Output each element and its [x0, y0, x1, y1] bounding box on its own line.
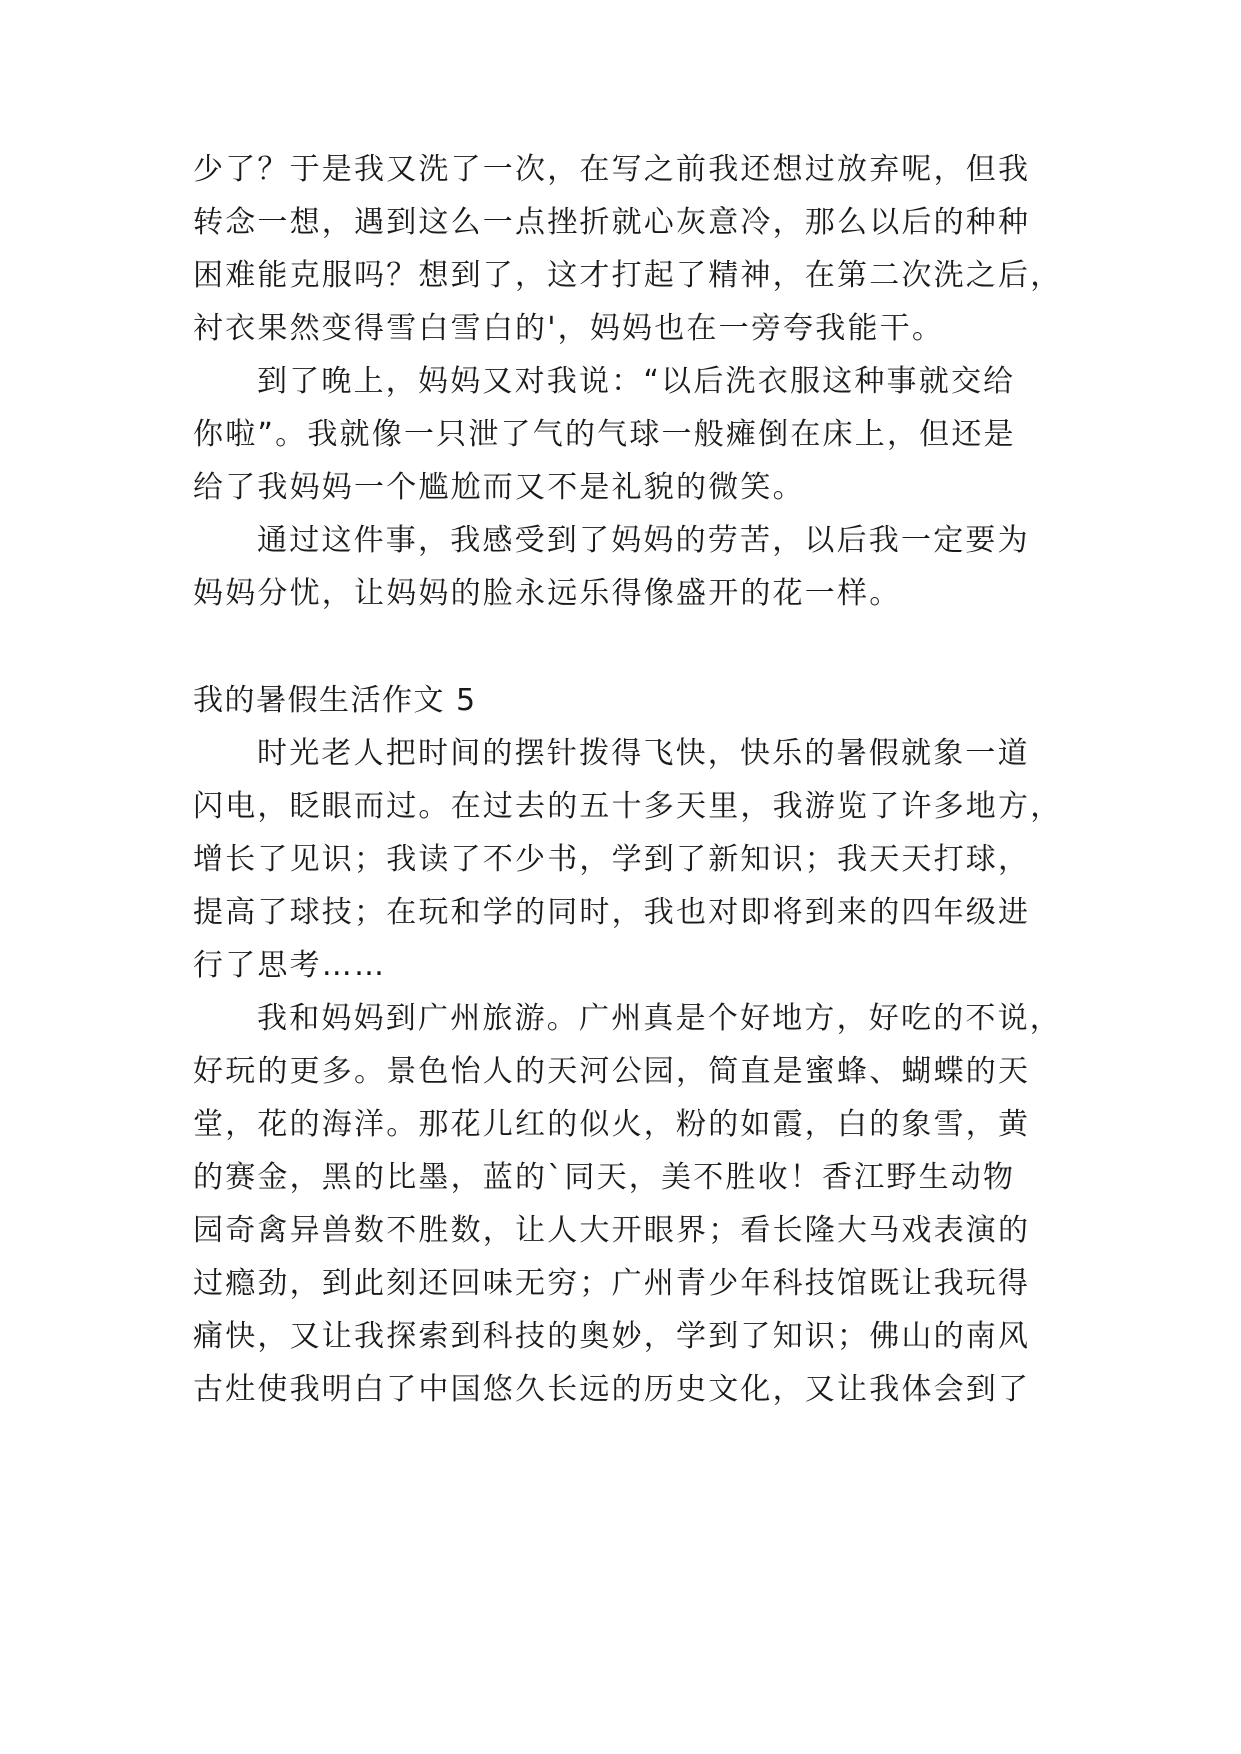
paragraph-line: 转念一想，遇到这么一点挫折就心灰意冷，那么以后的种种 [193, 205, 1031, 240]
paragraph-line: 提高了球技；在玩和学的同时，我也对即将到来的四年级进 [193, 895, 1031, 930]
paragraph-line: 我和妈妈到广州旅游。广州真是个好地方，好吃的不说， [257, 1001, 1062, 1036]
paragraph-line: 堂，花的海洋。那花儿红的似火，粉的如霞，白的象雪，黄 [193, 1107, 1031, 1142]
paragraph-line: 增长了见识；我读了不少书，学到了新知识；我天天打球， [193, 842, 1031, 877]
paragraph-line: 到了晚上，妈妈又对我说：“以后洗衣服这种事就交给 [257, 364, 1016, 399]
paragraph-line: 古灶使我明白了中国悠久长远的历史文化，又让我体会到了 [193, 1372, 1031, 1407]
paragraph-line: 过瘾劲，到此刻还回味无穷；广州青少年科技馆既让我玩得 [193, 1266, 1031, 1301]
paragraph-line: 衬衣果然变得雪白雪白的'，妈妈也在一旁夸我能干。 [193, 311, 945, 346]
paragraph-line: 少了？于是我又洗了一次，在写之前我还想过放弃呢，但我 [193, 152, 1031, 187]
paragraph-line: 给了我妈妈一个尴尬而又不是礼貌的微笑。 [193, 470, 805, 505]
paragraph-line: 好玩的更多。景色怡人的天河公园，简直是蜜蜂、蝴蝶的天 [193, 1054, 1031, 1089]
paragraph-line: 妈妈分忧，让妈妈的脸永远乐得像盛开的花一样。 [193, 576, 902, 611]
paragraph-line: 行了思考…… [193, 948, 387, 983]
paragraph-line: 困难能克服吗？想到了，这才打起了精神，在第二次洗之后， [193, 258, 1063, 293]
paragraph-line: 你啦”。我就像一只泄了气的气球一般瘫倒在床上，但还是 [193, 417, 1016, 452]
paragraph-line: 通过这件事，我感受到了妈妈的劳苦，以后我一定要为 [257, 523, 1030, 558]
paragraph-line: 闪电，眨眼而过。在过去的五十多天里，我游览了许多地方， [193, 789, 1063, 824]
paragraph-line: 时光老人把时间的摆针拨得飞快，快乐的暑假就象一道 [257, 736, 1030, 771]
paragraph-line: 园奇禽异兽数不胜数，让人大开眼界；看长隆大马戏表演的 [193, 1213, 1031, 1248]
section-heading: 我的暑假生活作文 5 [193, 683, 477, 718]
paragraph-line: 的赛金，黑的比墨，蓝的`同天，美不胜收！香江野生动物 [193, 1160, 1016, 1195]
paragraph-line: 痛快，又让我探索到科技的奥妙，学到了知识；佛山的南风 [193, 1319, 1031, 1354]
